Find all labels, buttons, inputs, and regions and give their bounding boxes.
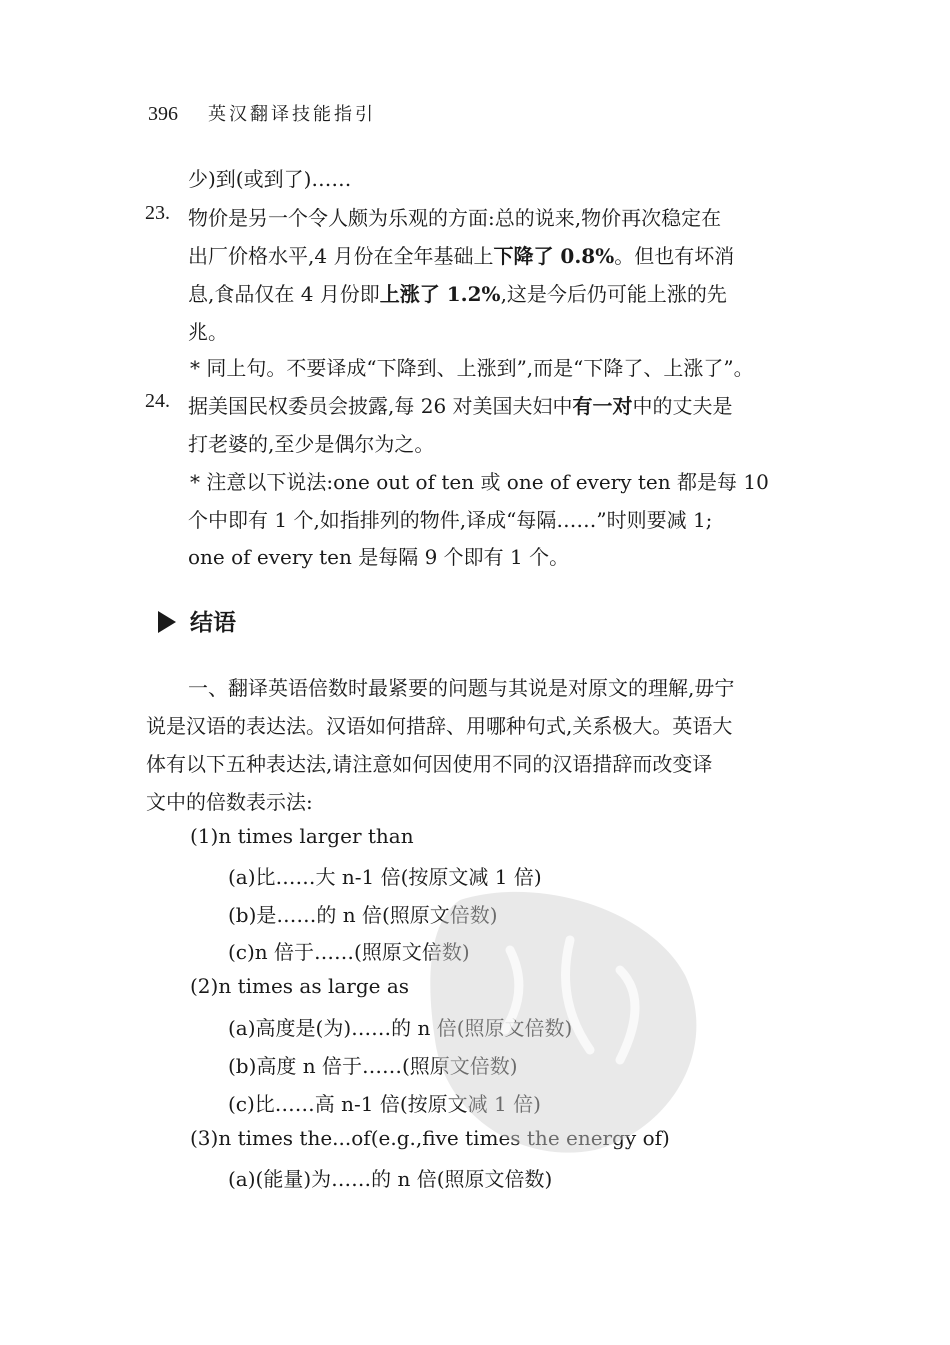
page-number: 396	[148, 103, 178, 125]
item-24-note-line-1: * 注意以下说法:one out of ten 或 one of every ten 都是每 10	[190, 470, 769, 494]
item-23-text: 息,食品仅在 4 月份即	[188, 282, 380, 306]
item-24-line-2: 打老婆的,至少是偶尔为之。	[188, 432, 435, 456]
item-23-bold-phrase: 下降了 0.8%	[493, 244, 615, 268]
item-23-line-3	[188, 278, 727, 307]
item-number-24: 24.	[145, 390, 170, 412]
triangle-bullet-icon	[158, 611, 176, 633]
item-23-line-1: 物价是另一个令人颇为乐观的方面:总的说来,物价再次稳定在	[188, 206, 722, 230]
book-title: 英汉翻译技能指引	[208, 104, 376, 125]
pattern-2-option-a: (a)高度是(为)……的 n 倍(照原文倍数)	[228, 1016, 573, 1040]
item-23-note: * 同上句。不要译成“下降到、上涨到”,而是“下降了、上涨了”。	[190, 356, 754, 380]
pattern-1-option-a: (a)比……大 n-1 倍(按原文减 1 倍)	[228, 865, 542, 889]
item-24-bold-phrase: 有一对	[572, 394, 633, 418]
pattern-2-option-b: (b)高度 n 倍于……(照原文倍数)	[228, 1054, 518, 1078]
paragraph-line-1: 一、翻译英语倍数时最紧要的问题与其说是对原文的理解,毋宁	[188, 676, 735, 700]
item-24-text: 据美国民权委员会披露,每 26 对美国夫妇中	[188, 394, 573, 418]
pattern-1-option-c: (c)n 倍于……(照原文倍数)	[228, 940, 470, 964]
library-seal-watermark	[420, 880, 720, 1160]
section-heading	[158, 604, 236, 637]
paragraph-line-4: 文中的倍数表示法:	[146, 790, 313, 814]
item-24-text: 中的丈夫是	[632, 394, 733, 418]
paragraph-line-2: 说是汉语的表达法。汉语如何措辞、用哪种句式,关系极大。英语大	[146, 714, 733, 738]
item-24-note-line-2: 个中即有 1 个,如指排列的物件,译成“每隔……”时则要减 1;	[188, 508, 713, 532]
paragraph-line-3: 体有以下五种表达法,请注意如何因使用不同的汉语措辞而改变译	[146, 752, 713, 776]
item-23-text: 。但也有坏消	[614, 244, 735, 268]
continuation-line: 少)到(或到了)……	[188, 167, 352, 191]
pattern-3-option-a: (a)(能量)为……的 n 倍(照原文倍数)	[228, 1167, 553, 1191]
item-number-23: 23.	[145, 202, 170, 224]
item-23-text: 出厂价格水平,4 月份在全年基础上	[188, 244, 494, 268]
item-24-note-line-3: one of every ten 是每隔 9 个即有 1 个。	[188, 545, 570, 569]
item-24-line-1	[188, 390, 733, 419]
running-header	[148, 100, 376, 126]
pattern-2-heading: (2)n times as large as	[190, 974, 410, 998]
pattern-1-heading: (1)n times larger than	[190, 824, 414, 848]
item-23-line-2	[188, 240, 734, 269]
section-title: 结语	[190, 610, 236, 636]
item-23-line-4: 兆。	[188, 320, 228, 344]
pattern-1-option-b: (b)是……的 n 倍(照原文倍数)	[228, 903, 498, 927]
item-23-text: ,这是今后仍可能上涨的先	[500, 282, 727, 306]
pattern-3-heading: (3)n times the...of(e.g.,five times the energy of)	[190, 1126, 670, 1150]
pattern-2-option-c: (c)比……高 n-1 倍(按原文减 1 倍)	[228, 1092, 541, 1116]
item-23-bold-phrase: 上涨了 1.2%	[379, 282, 501, 306]
